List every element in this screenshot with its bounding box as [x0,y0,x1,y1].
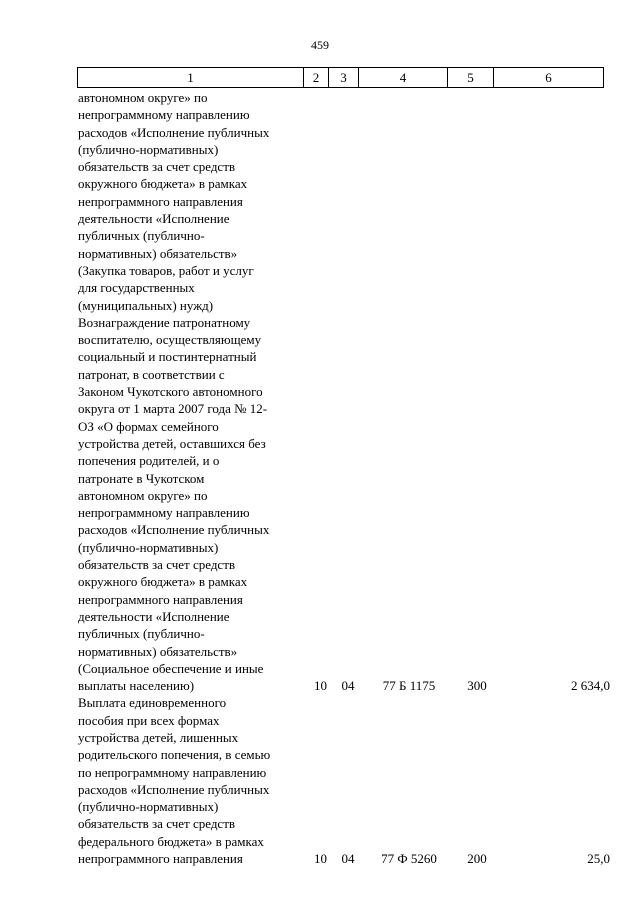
expense-type-code: 200 [467,851,487,867]
table-row [77,694,610,867]
amount: 2 634,0 [571,678,610,694]
amount: 25,0 [587,851,610,867]
column-header-6: 6 [494,68,604,88]
expense-type-code: 300 [467,678,487,694]
row-description: Выплата единовременного пособия при всех формах устройства детей, лишенных родительского попечения, в семью по непрограммному направлению расходов «Исполнение публичных (публично-нормативных) обязательств за счет средств федерального бюджета» в рамках непрограммного направления [78,695,271,867]
budget-table-body [77,89,610,867]
column-header-3: 3 [329,68,359,88]
article-code: 77 Б 1175 [382,678,436,694]
column-header-5: 5 [448,68,494,88]
article-code: 77 Ф 5260 [381,851,437,867]
row-description: Вознаграждение патронатному воспитателю, осуществляющему социальный и постинтернатный патронат, в соответствии с Законом Чукотского автономного округа от 1 марта 2007 года № 12- ОЗ «О формах семейного устройства детей, оставшихся без попечения родителей, и о патронате в Чукотском автономном округе» по непрограммному направлению расходов «Исполнение публичных (публично-нормативных) обязательств за счет средств окружного бюджета» в рамках непрограммного направления деятельности «Исполнение публичных (публично- нормативных) обязательств» (Социальное обеспечение и иные выплаты населению) [78,314,270,694]
column-header-1: 1 [78,68,304,88]
table-row [77,89,610,314]
column-header-4: 4 [359,68,448,88]
column-header-row [77,67,604,88]
section-code: 10 [314,851,327,867]
row-description: автономном округе» по непрограммному направлению расходов «Исполнение публичных (публично-нормативных) обязательств за счет средств окружного бюджета» в рамках непрограммного направления деятельности «Исполнение публичных (публично- нормативных) обязательств» (Закупка товаров, работ и услуг для государственных (муниципальных) нужд) [78,90,270,313]
subsection-code: 04 [341,851,355,867]
table-row [77,314,610,695]
column-header-2: 2 [304,68,329,88]
subsection-code: 04 [341,678,355,694]
page-number: 459 [311,38,329,52]
section-code: 10 [314,678,327,694]
